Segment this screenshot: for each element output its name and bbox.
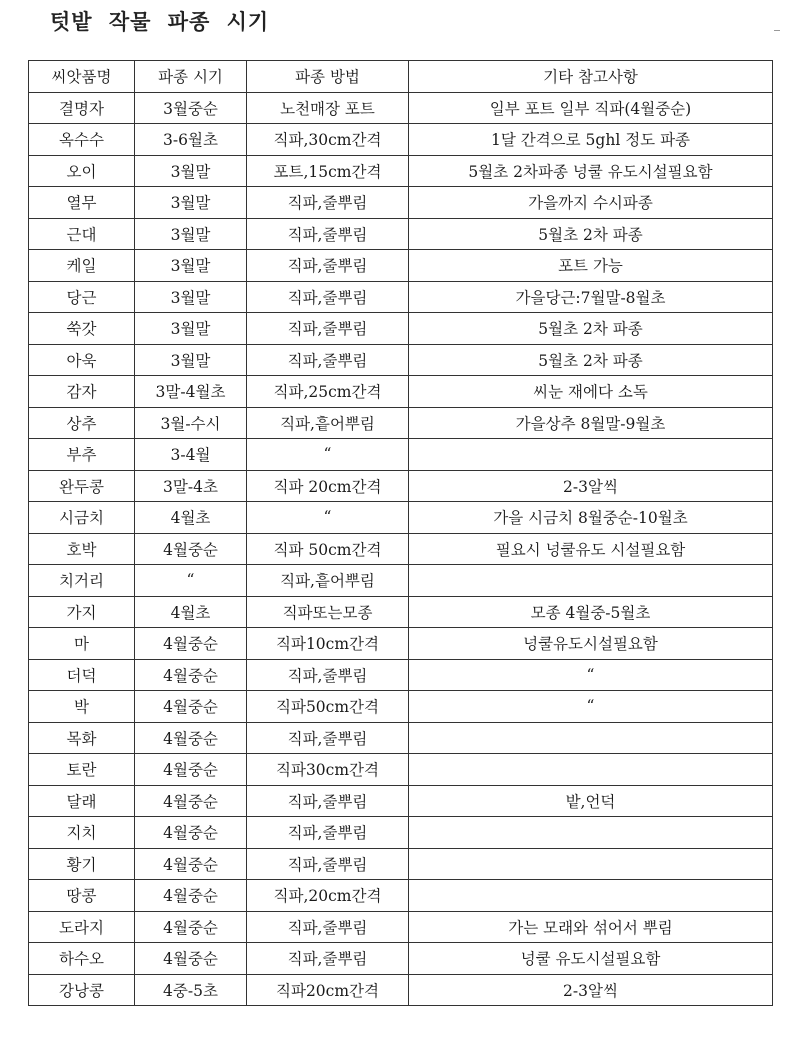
cell-sowing-method: 직파,줄뿌림 [247,281,409,313]
table-row [29,659,773,691]
cell-seed-name: 황기 [29,848,135,880]
table-row [29,943,773,975]
cell-sowing-method: 직파,줄뿌림 [247,187,409,219]
cell-sowing-time: 4월중순 [135,943,247,975]
cell-seed-name: 마 [29,628,135,660]
cell-notes: 5월초 2차 파종 [409,218,773,250]
table-row [29,470,773,502]
cell-sowing-time: 3월말 [135,187,247,219]
cell-notes: 2-3알씩 [409,470,773,502]
cell-notes: 1달 간격으로 5ghl 정도 파종 [409,124,773,156]
cell-sowing-method: 직파,줄뿌림 [247,218,409,250]
cell-seed-name: 호박 [29,533,135,565]
cell-seed-name: 열무 [29,187,135,219]
header-sowing-method: 파종 방법 [247,61,409,93]
table-row [29,628,773,660]
cell-sowing-method: 직파,25cm간격 [247,376,409,408]
cell-notes: 가을까지 수시파종 [409,187,773,219]
table-row [29,502,773,534]
cell-sowing-method: 직파,줄뿌림 [247,943,409,975]
cell-seed-name: 쑥갓 [29,313,135,345]
cell-sowing-method: 직파,흩어뿌림 [247,407,409,439]
cell-notes: 필요시 넝쿨유도 시설필요함 [409,533,773,565]
cell-seed-name: 옥수수 [29,124,135,156]
cell-sowing-time: 3월말 [135,313,247,345]
cell-sowing-time: 4월중순 [135,817,247,849]
cell-sowing-method: 직파,줄뿌림 [247,659,409,691]
cell-sowing-method: 직파,줄뿌림 [247,848,409,880]
cell-sowing-time: 4월중순 [135,880,247,912]
cell-sowing-time: 3월말 [135,281,247,313]
cell-seed-name: 상추 [29,407,135,439]
scan-speck [774,30,780,31]
table-header-row [29,61,773,93]
cell-seed-name: 완두콩 [29,470,135,502]
cell-sowing-method: “ [247,502,409,534]
cell-seed-name: 오이 [29,155,135,187]
cell-sowing-method: 직파,20cm간격 [247,880,409,912]
cell-sowing-time: 4월초 [135,502,247,534]
cell-sowing-time: 3월말 [135,218,247,250]
table-row [29,911,773,943]
cell-sowing-time: 3말-4월초 [135,376,247,408]
cell-notes [409,754,773,786]
cell-sowing-time: 4월중순 [135,785,247,817]
cell-seed-name: 지치 [29,817,135,849]
cell-seed-name: 달래 [29,785,135,817]
cell-seed-name: 시금치 [29,502,135,534]
table-row [29,124,773,156]
cell-notes: 가는 모래와 섞어서 뿌림 [409,911,773,943]
table-row [29,565,773,597]
cell-notes [409,817,773,849]
cell-sowing-time: 3월중순 [135,92,247,124]
cell-seed-name: 박 [29,691,135,723]
table-row [29,439,773,471]
cell-sowing-method: “ [247,439,409,471]
cell-sowing-method: 직파,30cm간격 [247,124,409,156]
table-row [29,533,773,565]
cell-sowing-method: 직파 50cm간격 [247,533,409,565]
cell-sowing-time: 4월중순 [135,659,247,691]
cell-sowing-time: 4월중순 [135,533,247,565]
cell-sowing-method: 직파,줄뿌림 [247,785,409,817]
sowing-table [28,60,773,1006]
table-row [29,218,773,250]
cell-sowing-method: 노천매장 포트 [247,92,409,124]
table-row [29,187,773,219]
cell-sowing-method: 직파,줄뿌림 [247,313,409,345]
cell-sowing-time: 3말-4초 [135,470,247,502]
cell-sowing-time: 4월중순 [135,911,247,943]
cell-seed-name: 당근 [29,281,135,313]
cell-notes [409,565,773,597]
cell-sowing-method: 직파10cm간격 [247,628,409,660]
cell-seed-name: 더덕 [29,659,135,691]
table-row [29,313,773,345]
cell-notes: 일부 포트 일부 직파(4월중순) [409,92,773,124]
cell-sowing-method: 직파,줄뿌림 [247,911,409,943]
cell-notes: 넝쿨 유도시설필요함 [409,943,773,975]
cell-seed-name: 하수오 [29,943,135,975]
table-body [29,92,773,1006]
page-title: 텃밭 작물 파종 시기 [50,10,270,34]
table-row [29,92,773,124]
cell-sowing-time: 4월초 [135,596,247,628]
cell-seed-name: 강낭콩 [29,974,135,1006]
cell-sowing-time: “ [135,565,247,597]
cell-seed-name: 도라지 [29,911,135,943]
table-row [29,974,773,1006]
table-row [29,817,773,849]
cell-sowing-method: 직파20cm간격 [247,974,409,1006]
table-row [29,722,773,754]
cell-sowing-method: 포트,15cm간격 [247,155,409,187]
cell-sowing-time: 4월중순 [135,691,247,723]
cell-notes: 포트 가능 [409,250,773,282]
cell-seed-name: 아욱 [29,344,135,376]
cell-notes: 밭,언덕 [409,785,773,817]
cell-sowing-method: 직파50cm간격 [247,691,409,723]
cell-sowing-time: 4월중순 [135,754,247,786]
header-notes: 기타 참고사항 [409,61,773,93]
table-row [29,344,773,376]
cell-notes [409,439,773,471]
cell-notes: 가을당근:7월말-8월초 [409,281,773,313]
table-row [29,250,773,282]
cell-sowing-time: 4월중순 [135,628,247,660]
table-row [29,754,773,786]
cell-seed-name: 목화 [29,722,135,754]
table-row [29,155,773,187]
cell-notes: 5월초 2차 파종 [409,344,773,376]
cell-seed-name: 근대 [29,218,135,250]
cell-sowing-method: 직파 20cm간격 [247,470,409,502]
cell-sowing-time: 4중-5초 [135,974,247,1006]
table-row [29,281,773,313]
table-row [29,880,773,912]
cell-sowing-method: 직파30cm간격 [247,754,409,786]
cell-seed-name: 치거리 [29,565,135,597]
cell-notes [409,722,773,754]
cell-seed-name: 토란 [29,754,135,786]
cell-sowing-method: 직파,줄뿌림 [247,250,409,282]
table-row [29,596,773,628]
cell-sowing-method: 직파,줄뿌림 [247,722,409,754]
cell-notes: 2-3알씩 [409,974,773,1006]
cell-notes: 씨눈 재에다 소독 [409,376,773,408]
cell-seed-name: 감자 [29,376,135,408]
cell-notes: 가을 시금치 8월중순-10월초 [409,502,773,534]
header-seed-name: 씨앗품명 [29,61,135,93]
cell-seed-name: 결명자 [29,92,135,124]
cell-notes: 5월초 2차파종 넝쿨 유도시설필요함 [409,155,773,187]
cell-notes: 5월초 2차 파종 [409,313,773,345]
cell-seed-name: 케일 [29,250,135,282]
cell-sowing-time: 4월중순 [135,848,247,880]
cell-sowing-time: 3월말 [135,155,247,187]
cell-sowing-method: 직파또는모종 [247,596,409,628]
table-row [29,376,773,408]
cell-sowing-method: 직파,줄뿌림 [247,344,409,376]
table-row [29,785,773,817]
cell-sowing-time: 4월중순 [135,722,247,754]
cell-notes: 넝쿨유도시설필요함 [409,628,773,660]
cell-sowing-time: 3월말 [135,344,247,376]
cell-notes: 가을상추 8월말-9월초 [409,407,773,439]
cell-sowing-method: 직파,흩어뿌림 [247,565,409,597]
cell-sowing-time: 3월말 [135,250,247,282]
cell-sowing-time: 3-4월 [135,439,247,471]
table-row [29,691,773,723]
header-sowing-time: 파종 시기 [135,61,247,93]
cell-seed-name: 부추 [29,439,135,471]
cell-sowing-method: 직파,줄뿌림 [247,817,409,849]
cell-sowing-time: 3월-수시 [135,407,247,439]
table-row [29,407,773,439]
cell-notes: “ [409,691,773,723]
cell-seed-name: 땅콩 [29,880,135,912]
cell-notes: “ [409,659,773,691]
cell-seed-name: 가지 [29,596,135,628]
cell-notes [409,880,773,912]
cell-notes: 모종 4월중-5월초 [409,596,773,628]
cell-sowing-time: 3-6월초 [135,124,247,156]
table-row [29,848,773,880]
cell-notes [409,848,773,880]
